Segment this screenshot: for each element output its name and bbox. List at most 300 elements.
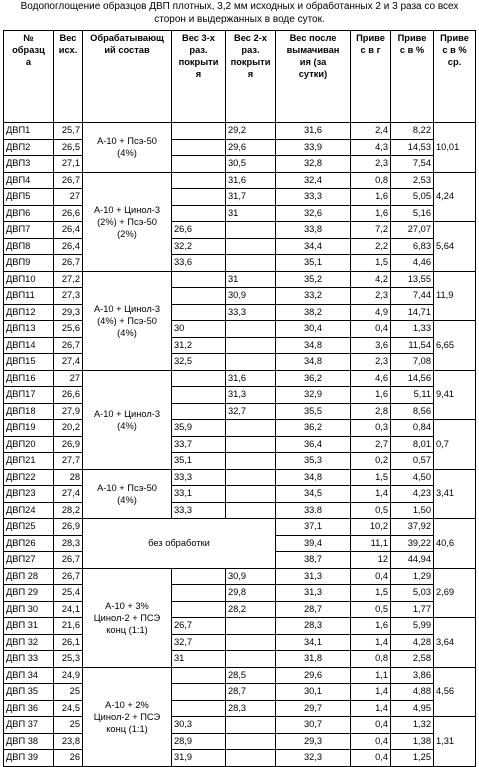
initial-weight-cell: 26,7 — [54, 568, 83, 585]
gain-g-cell: 0,8 — [351, 172, 391, 189]
weight-3-coats-cell: 30 — [172, 321, 226, 338]
initial-weight-cell: 25,3 — [54, 651, 83, 668]
weight-3-coats-cell: 26,6 — [172, 222, 226, 239]
gain-avg-cell: 2,69 — [434, 568, 476, 618]
weight-after-soak-cell: 32,4 — [276, 172, 351, 189]
initial-weight-cell: 26,5 — [54, 139, 83, 156]
gain-g-cell: 2,7 — [351, 436, 391, 453]
initial-weight-cell: 27,3 — [54, 288, 83, 305]
sample-id-cell: ДВП 30 — [4, 601, 54, 618]
weight-2-coats-cell: 31 — [226, 271, 276, 288]
gain-pct-cell: 4,23 — [391, 486, 434, 503]
treatment-cell: А-10 + Цинол-3 (4%) + Псэ-50 (4%) — [83, 271, 172, 370]
gain-g-cell: 2,3 — [351, 156, 391, 173]
table-row — [4, 420, 476, 437]
sample-id-cell: ДВП 33 — [4, 651, 54, 668]
weight-3-coats-cell — [172, 156, 226, 173]
sample-id-cell: ДВП 36 — [4, 700, 54, 717]
gain-avg-cell: 10,01 — [434, 123, 476, 173]
sample-id-cell: ДВП 37 — [4, 717, 54, 734]
gain-pct-cell: 1,33 — [391, 321, 434, 338]
table-row — [4, 436, 476, 453]
gain-pct-cell: 8,01 — [391, 436, 434, 453]
table-row — [4, 667, 476, 684]
table-row — [4, 502, 476, 519]
weight-after-soak-cell: 35,1 — [276, 255, 351, 272]
table-row — [4, 651, 476, 668]
initial-weight-cell: 28 — [54, 469, 83, 486]
weight-2-coats-cell — [226, 238, 276, 255]
gain-pct-cell: 1,29 — [391, 568, 434, 585]
weight-2-coats-cell: 28,7 — [226, 684, 276, 701]
sample-id-cell: ДВП16 — [4, 370, 54, 387]
gain-g-cell: 0,4 — [351, 568, 391, 585]
gain-avg-cell: 0,7 — [434, 420, 476, 470]
table-row — [4, 486, 476, 503]
weight-3-coats-cell — [172, 700, 226, 717]
sample-id-cell: ДВП10 — [4, 271, 54, 288]
sample-id-cell: ДВП20 — [4, 436, 54, 453]
table-row — [4, 139, 476, 156]
table-row — [4, 453, 476, 470]
weight-after-soak-cell: 29,6 — [276, 667, 351, 684]
table-row — [4, 469, 476, 486]
gain-g-cell: 2,3 — [351, 354, 391, 371]
weight-after-soak-cell: 34,8 — [276, 469, 351, 486]
header-treatment: Обрабатывающ ий состав — [83, 31, 172, 123]
weight-3-coats-cell: 31 — [172, 651, 226, 668]
gain-g-cell: 0,4 — [351, 733, 391, 750]
weight-after-soak-cell: 34,8 — [276, 337, 351, 354]
gain-pct-cell: 8,22 — [391, 123, 434, 140]
table-row — [4, 255, 476, 272]
weight-after-soak-cell: 33,9 — [276, 139, 351, 156]
gain-g-cell: 0,3 — [351, 420, 391, 437]
gain-g-cell: 1,4 — [351, 634, 391, 651]
initial-weight-cell: 27,2 — [54, 271, 83, 288]
initial-weight-cell: 25,4 — [54, 585, 83, 602]
weight-after-soak-cell: 37,1 — [276, 519, 351, 536]
gain-avg-cell: 40,6 — [434, 519, 476, 569]
weight-3-coats-cell — [172, 387, 226, 404]
weight-after-soak-cell: 32,9 — [276, 387, 351, 404]
weight-after-soak-cell: 33,8 — [276, 222, 351, 239]
weight-2-coats-cell: 32,7 — [226, 403, 276, 420]
weight-2-coats-cell — [226, 420, 276, 437]
weight-after-soak-cell: 32,3 — [276, 750, 351, 767]
gain-pct-cell: 1,32 — [391, 717, 434, 734]
weight-3-coats-cell — [172, 601, 226, 618]
initial-weight-cell: 26,9 — [54, 436, 83, 453]
weight-after-soak-cell: 33,3 — [276, 189, 351, 206]
table-row — [4, 156, 476, 173]
initial-weight-cell: 27,4 — [54, 486, 83, 503]
table-row — [4, 601, 476, 618]
sample-id-cell: ДВП22 — [4, 469, 54, 486]
initial-weight-cell: 26,4 — [54, 238, 83, 255]
table-row — [4, 684, 476, 701]
weight-3-coats-cell — [172, 139, 226, 156]
initial-weight-cell: 20,2 — [54, 420, 83, 437]
gain-g-cell: 1,6 — [351, 618, 391, 635]
gain-pct-cell: 5,03 — [391, 585, 434, 602]
weight-after-soak-cell: 31,8 — [276, 651, 351, 668]
gain-pct-cell: 14,53 — [391, 139, 434, 156]
weight-2-coats-cell: 29,8 — [226, 585, 276, 602]
gain-pct-cell: 4,46 — [391, 255, 434, 272]
gain-pct-cell: 14,56 — [391, 370, 434, 387]
initial-weight-cell: 24,9 — [54, 667, 83, 684]
sample-id-cell: ДВП27 — [4, 552, 54, 569]
gain-pct-cell: 3,86 — [391, 667, 434, 684]
sample-id-cell: ДВП 28 — [4, 568, 54, 585]
weight-after-soak-cell: 31,3 — [276, 568, 351, 585]
gain-avg-cell: 3,64 — [434, 618, 476, 668]
header-weight-2-coats: Вес 2-х раз. покрыти я — [226, 31, 276, 123]
sample-id-cell: ДВП18 — [4, 403, 54, 420]
weight-2-coats-cell — [226, 618, 276, 635]
treatment-cell: А-10 + 2% Цинол-2 + ПСЭ конц (1:1) — [83, 667, 172, 766]
gain-g-cell: 7,2 — [351, 222, 391, 239]
weight-2-coats-cell — [226, 436, 276, 453]
weight-3-coats-cell — [172, 189, 226, 206]
gain-g-cell: 3,6 — [351, 337, 391, 354]
weight-3-coats-cell: 31,2 — [172, 337, 226, 354]
sample-id-cell: ДВП 38 — [4, 733, 54, 750]
gain-g-cell: 0,4 — [351, 321, 391, 338]
gain-pct-cell: 13,55 — [391, 271, 434, 288]
gain-g-cell: 10,2 — [351, 519, 391, 536]
weight-after-soak-cell: 38,2 — [276, 304, 351, 321]
gain-g-cell: 0,5 — [351, 502, 391, 519]
initial-weight-cell: 27 — [54, 189, 83, 206]
initial-weight-cell: 26,9 — [54, 519, 83, 536]
weight-3-coats-cell: 33,3 — [172, 502, 226, 519]
weight-after-soak-cell: 36,2 — [276, 370, 351, 387]
sample-id-cell: ДВП 31 — [4, 618, 54, 635]
weight-2-coats-cell: 28,5 — [226, 667, 276, 684]
weight-after-soak-cell: 33,2 — [276, 288, 351, 305]
initial-weight-cell: 26,6 — [54, 387, 83, 404]
gain-g-cell: 1,5 — [351, 255, 391, 272]
weight-2-coats-cell — [226, 717, 276, 734]
table-row — [4, 403, 476, 420]
initial-weight-cell: 24,1 — [54, 601, 83, 618]
weight-2-coats-cell: 31,6 — [226, 370, 276, 387]
table-row — [4, 205, 476, 222]
table-row — [4, 354, 476, 371]
gain-pct-cell: 5,05 — [391, 189, 434, 206]
initial-weight-cell: 29,3 — [54, 304, 83, 321]
weight-2-coats-cell: 31,6 — [226, 172, 276, 189]
gain-avg-cell: 4,56 — [434, 667, 476, 717]
gain-g-cell: 1,5 — [351, 585, 391, 602]
sample-id-cell: ДВП6 — [4, 205, 54, 222]
header-row — [4, 31, 476, 123]
water-absorption-table — [3, 30, 476, 767]
initial-weight-cell: 25,6 — [54, 321, 83, 338]
weight-2-coats-cell: 28,3 — [226, 700, 276, 717]
sample-id-cell: ДВП 35 — [4, 684, 54, 701]
initial-weight-cell: 26,7 — [54, 172, 83, 189]
weight-2-coats-cell — [226, 634, 276, 651]
sample-id-cell: ДВП3 — [4, 156, 54, 173]
gain-g-cell: 1,4 — [351, 700, 391, 717]
sample-id-cell: ДВП13 — [4, 321, 54, 338]
weight-2-coats-cell: 30,9 — [226, 288, 276, 305]
weight-3-coats-cell — [172, 568, 226, 585]
weight-3-coats-cell — [172, 123, 226, 140]
gain-avg-cell: 3,41 — [434, 469, 476, 519]
weight-2-coats-cell: 30,9 — [226, 568, 276, 585]
table-row — [4, 387, 476, 404]
weight-3-coats-cell: 33,6 — [172, 255, 226, 272]
gain-g-cell: 2,8 — [351, 403, 391, 420]
table-row — [4, 618, 476, 635]
weight-2-coats-cell: 29,2 — [226, 123, 276, 140]
sample-id-cell: ДВП25 — [4, 519, 54, 536]
treatment-cell: А-10 + Цинол-3 (4%) — [83, 370, 172, 469]
gain-pct-cell: 44,94 — [391, 552, 434, 569]
initial-weight-cell: 27,9 — [54, 403, 83, 420]
weight-2-coats-cell — [226, 453, 276, 470]
gain-pct-cell: 7,08 — [391, 354, 434, 371]
gain-g-cell: 2,2 — [351, 238, 391, 255]
weight-2-coats-cell — [226, 502, 276, 519]
weight-after-soak-cell: 35,3 — [276, 453, 351, 470]
sample-id-cell: ДВП14 — [4, 337, 54, 354]
weight-after-soak-cell: 34,8 — [276, 354, 351, 371]
gain-avg-cell: 4,24 — [434, 172, 476, 222]
treatment-cell: А-10 + Цинол-3 (2%) + Псэ-50 (2%) — [83, 172, 172, 271]
initial-weight-cell: 28,3 — [54, 535, 83, 552]
weight-after-soak-cell: 28,3 — [276, 618, 351, 635]
initial-weight-cell: 28,2 — [54, 502, 83, 519]
gain-g-cell: 1,1 — [351, 667, 391, 684]
treatment-cell: А-10 + Псэ-50 (4%) — [83, 469, 172, 519]
weight-after-soak-cell: 31,6 — [276, 123, 351, 140]
weight-after-soak-cell: 31,3 — [276, 585, 351, 602]
table-row — [4, 568, 476, 585]
weight-after-soak-cell: 32,6 — [276, 205, 351, 222]
untreated-label-cell: без обработки — [83, 519, 276, 569]
weight-3-coats-cell: 33,7 — [172, 436, 226, 453]
gain-pct-cell: 0,57 — [391, 453, 434, 470]
initial-weight-cell: 26,1 — [54, 634, 83, 651]
sample-id-cell: ДВП17 — [4, 387, 54, 404]
gain-pct-cell: 1,77 — [391, 601, 434, 618]
weight-after-soak-cell: 30,4 — [276, 321, 351, 338]
sample-id-cell: ДВП11 — [4, 288, 54, 305]
sample-id-cell: ДВП 29 — [4, 585, 54, 602]
weight-3-coats-cell — [172, 585, 226, 602]
gain-avg-cell: 11,9 — [434, 271, 476, 321]
weight-after-soak-cell: 30,1 — [276, 684, 351, 701]
gain-g-cell: 4,6 — [351, 370, 391, 387]
sample-id-cell: ДВП 34 — [4, 667, 54, 684]
gain-pct-cell: 1,25 — [391, 750, 434, 767]
weight-3-coats-cell: 26,7 — [172, 618, 226, 635]
weight-2-coats-cell — [226, 255, 276, 272]
weight-2-coats-cell — [226, 469, 276, 486]
weight-3-coats-cell — [172, 271, 226, 288]
weight-2-coats-cell — [226, 733, 276, 750]
weight-2-coats-cell: 33,3 — [226, 304, 276, 321]
initial-weight-cell: 25 — [54, 684, 83, 701]
weight-2-coats-cell — [226, 750, 276, 767]
weight-2-coats-cell: 30,5 — [226, 156, 276, 173]
sample-id-cell: ДВП1 — [4, 123, 54, 140]
table-row — [4, 189, 476, 206]
weight-3-coats-cell — [172, 172, 226, 189]
table-row — [4, 222, 476, 239]
gain-pct-cell: 37,92 — [391, 519, 434, 536]
weight-after-soak-cell: 34,1 — [276, 634, 351, 651]
gain-pct-cell: 5,16 — [391, 205, 434, 222]
gain-g-cell: 1,4 — [351, 684, 391, 701]
header-gain-pct: Приве с в % — [391, 31, 434, 123]
initial-weight-cell: 27,4 — [54, 354, 83, 371]
gain-pct-cell: 7,54 — [391, 156, 434, 173]
header-initial-weight: Вес исх. — [54, 31, 83, 123]
weight-3-coats-cell: 32,7 — [172, 634, 226, 651]
sample-id-cell: ДВП23 — [4, 486, 54, 503]
gain-pct-cell: 27,07 — [391, 222, 434, 239]
weight-2-coats-cell — [226, 321, 276, 338]
weight-3-coats-cell — [172, 288, 226, 305]
initial-weight-cell: 25,7 — [54, 123, 83, 140]
gain-g-cell: 1,5 — [351, 469, 391, 486]
gain-g-cell: 2,4 — [351, 123, 391, 140]
weight-2-coats-cell: 31 — [226, 205, 276, 222]
table-row — [4, 337, 476, 354]
sample-id-cell: ДВП9 — [4, 255, 54, 272]
treatment-cell: А-10 + Псэ-50 (4%) — [83, 123, 172, 173]
initial-weight-cell: 24,5 — [54, 700, 83, 717]
weight-3-coats-cell — [172, 205, 226, 222]
initial-weight-cell: 27 — [54, 370, 83, 387]
sample-id-cell: ДВП7 — [4, 222, 54, 239]
header-gain-g: Приве с в г — [351, 31, 391, 123]
weight-after-soak-cell: 35,5 — [276, 403, 351, 420]
gain-pct-cell: 2,53 — [391, 172, 434, 189]
weight-after-soak-cell: 38,7 — [276, 552, 351, 569]
sample-id-cell: ДВП5 — [4, 189, 54, 206]
gain-g-cell: 4,3 — [351, 139, 391, 156]
gain-pct-cell: 4,95 — [391, 700, 434, 717]
gain-g-cell: 0,4 — [351, 717, 391, 734]
weight-3-coats-cell — [172, 667, 226, 684]
gain-pct-cell: 5,99 — [391, 618, 434, 635]
gain-pct-cell: 6,83 — [391, 238, 434, 255]
weight-after-soak-cell: 28,7 — [276, 601, 351, 618]
header-gain-avg: Приве с в % ср. — [434, 31, 476, 123]
weight-3-coats-cell: 32,2 — [172, 238, 226, 255]
gain-g-cell: 1,6 — [351, 205, 391, 222]
header-sample-no: № образц а — [4, 31, 54, 123]
sample-id-cell: ДВП 32 — [4, 634, 54, 651]
sample-id-cell: ДВП19 — [4, 420, 54, 437]
weight-2-coats-cell: 28,2 — [226, 601, 276, 618]
weight-after-soak-cell: 32,8 — [276, 156, 351, 173]
weight-3-coats-cell: 30,3 — [172, 717, 226, 734]
weight-3-coats-cell — [172, 684, 226, 701]
gain-pct-cell: 5,11 — [391, 387, 434, 404]
table-row — [4, 519, 476, 536]
gain-g-cell: 12 — [351, 552, 391, 569]
gain-avg-cell: 5,64 — [434, 222, 476, 272]
initial-weight-cell: 23,8 — [54, 733, 83, 750]
weight-after-soak-cell: 30,7 — [276, 717, 351, 734]
weight-3-coats-cell: 33,1 — [172, 486, 226, 503]
sample-id-cell: ДВП2 — [4, 139, 54, 156]
gain-avg-cell: 6,65 — [434, 321, 476, 371]
table-row — [4, 172, 476, 189]
gain-g-cell: 11,1 — [351, 535, 391, 552]
gain-g-cell: 1,6 — [351, 387, 391, 404]
header-weight-3-coats: Вес 3-х раз. покрыти я — [172, 31, 226, 123]
weight-after-soak-cell: 29,3 — [276, 733, 351, 750]
gain-pct-cell: 7,44 — [391, 288, 434, 305]
gain-pct-cell: 39,22 — [391, 535, 434, 552]
initial-weight-cell: 26,4 — [54, 222, 83, 239]
weight-after-soak-cell: 34,5 — [276, 486, 351, 503]
table-row — [4, 123, 476, 140]
table-row — [4, 370, 476, 387]
gain-pct-cell: 1,50 — [391, 502, 434, 519]
initial-weight-cell: 26 — [54, 750, 83, 767]
sample-id-cell: ДВП4 — [4, 172, 54, 189]
weight-2-coats-cell — [226, 354, 276, 371]
table-row — [4, 750, 476, 767]
weight-2-coats-cell — [226, 222, 276, 239]
sample-id-cell: ДВП15 — [4, 354, 54, 371]
weight-after-soak-cell: 29,7 — [276, 700, 351, 717]
weight-3-coats-cell — [172, 403, 226, 420]
gain-pct-cell: 11,54 — [391, 337, 434, 354]
table-row — [4, 271, 476, 288]
weight-2-coats-cell: 31,7 — [226, 189, 276, 206]
gain-pct-cell: 4,50 — [391, 469, 434, 486]
table-row — [4, 304, 476, 321]
weight-3-coats-cell — [172, 370, 226, 387]
weight-3-coats-cell: 31,9 — [172, 750, 226, 767]
weight-3-coats-cell: 28,9 — [172, 733, 226, 750]
table-row — [4, 321, 476, 338]
table-row — [4, 288, 476, 305]
sample-id-cell: ДВП24 — [4, 502, 54, 519]
table-row — [4, 733, 476, 750]
weight-after-soak-cell: 36,2 — [276, 420, 351, 437]
initial-weight-cell: 26,7 — [54, 337, 83, 354]
table-row — [4, 717, 476, 734]
table-row — [4, 585, 476, 602]
gain-g-cell: 2,3 — [351, 288, 391, 305]
weight-3-coats-cell: 32,5 — [172, 354, 226, 371]
weight-after-soak-cell: 39,4 — [276, 535, 351, 552]
table-row — [4, 634, 476, 651]
weight-3-coats-cell — [172, 304, 226, 321]
initial-weight-cell: 26,7 — [54, 255, 83, 272]
sample-id-cell: ДВП8 — [4, 238, 54, 255]
sample-id-cell: ДВП21 — [4, 453, 54, 470]
gain-pct-cell: 14,71 — [391, 304, 434, 321]
weight-2-coats-cell — [226, 486, 276, 503]
gain-avg-cell: 9,41 — [434, 370, 476, 420]
gain-g-cell: 1,6 — [351, 189, 391, 206]
gain-pct-cell: 2,58 — [391, 651, 434, 668]
gain-g-cell: 0,4 — [351, 750, 391, 767]
